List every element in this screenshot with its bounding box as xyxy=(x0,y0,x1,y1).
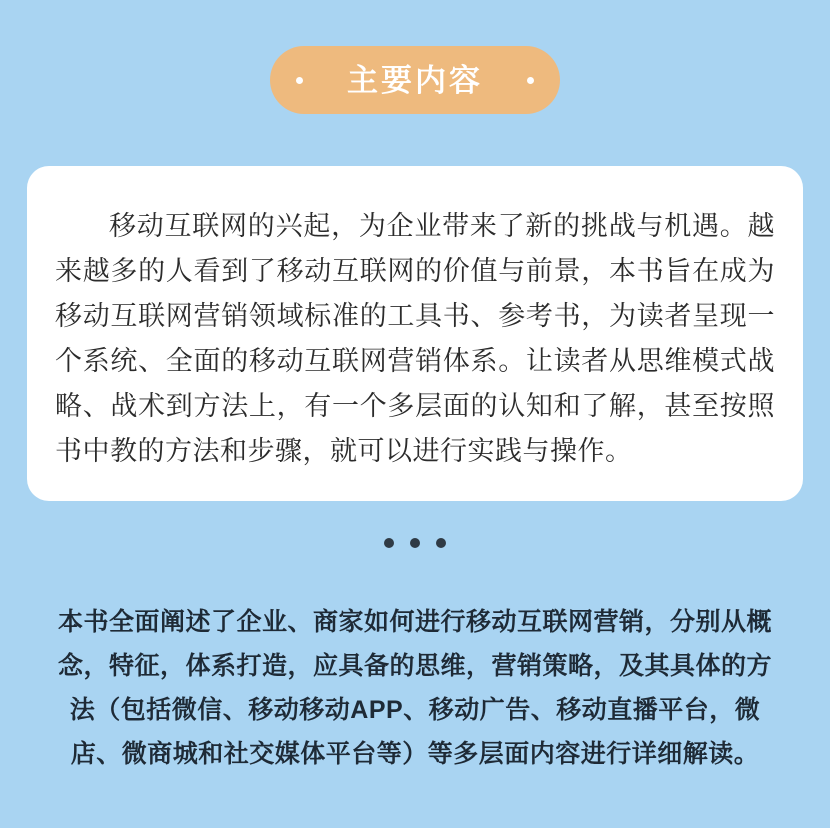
intro-card xyxy=(27,166,803,501)
summary-paragraph: 本书全面阐述了企业、商家如何进行移动互联网营销，分别从概念，特征，体系打造，应具备的思维，营销策略，及其具体的方法（包括微信、移动移动APP、移动广告、移动直播平台，微店、微商城和社交媒体平台等）等多层面内容进行详细解读。 xyxy=(57,608,772,768)
dot-left-icon xyxy=(296,77,303,84)
divider-dot-icon xyxy=(410,538,420,548)
title-section xyxy=(0,0,830,114)
divider-dot-icon xyxy=(384,538,394,548)
dot-right-icon xyxy=(527,77,534,84)
divider-dots xyxy=(0,538,830,548)
divider-dot-icon xyxy=(436,538,446,548)
main-content-title-pill xyxy=(270,46,560,114)
intro-paragraph: 移动互联网的兴起，为企业带来了新的挑战与机遇。越来越多的人看到了移动互联网的价值与前景，本书旨在成为移动互联网营销领域标准的工具书、参考书，为读者呈现一个系统、全面的移动互联网营销体系。让读者从思维模式战略、战术到方法上，有一个多层面的认知和了解，甚至按照书中教的方法和步骤，就可以进行实践与操作。 xyxy=(55,211,775,466)
page-title: 主要内容 xyxy=(347,62,483,98)
summary-section xyxy=(55,600,775,776)
